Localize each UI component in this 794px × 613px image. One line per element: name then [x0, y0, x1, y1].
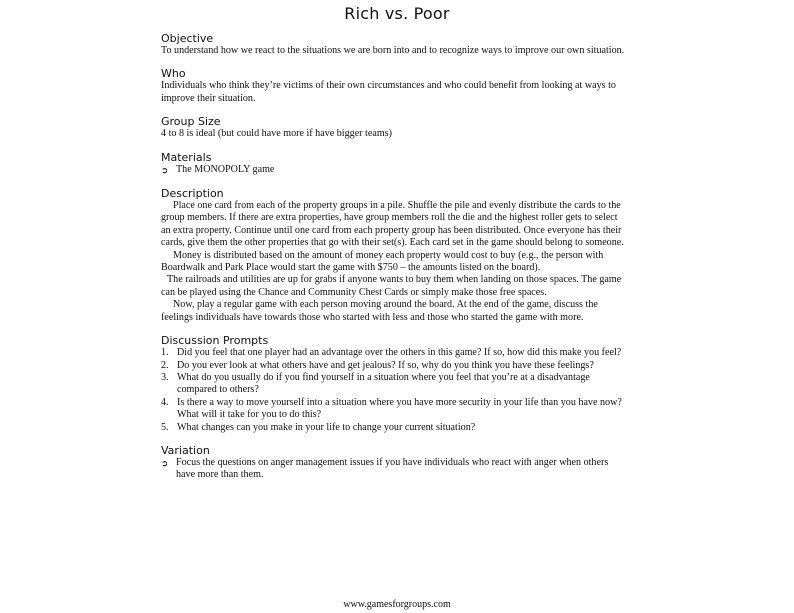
variation-heading: Variation — [161, 443, 210, 457]
group-size-heading: Group Size — [161, 115, 221, 129]
discussion-heading: Discussion Prompts — [161, 334, 269, 348]
list-item-text: What do you usually do if you find yourself in a situation where you feel that you’re at a disadvantage compared to others? — [177, 371, 590, 396]
who-text: Individuals who think they’re victims of their own circumstances and who could benefit from looking at ways to improve their situation. — [161, 80, 616, 104]
list-item-number: 5. — [161, 421, 169, 433]
description-heading: Description — [161, 187, 224, 201]
group-size-section — [161, 116, 626, 140]
arrow-bullet-icon: ➲ — [161, 165, 169, 176]
materials-section — [161, 152, 626, 177]
who-heading: Who — [161, 67, 186, 81]
description-paragraph: Place one card from each of the property groups in a pile. Shuffle the pile and evenly distribute the cards to the group members. If there are extra properties, have group members roll the die and the highest roller gets to select an extra property. Continue until one card from each property group has been distributed. Once everyone has their cards, give them the other properties that go with their set(s). Each card set in the game should belong to someone. — [161, 200, 624, 249]
who-section — [161, 68, 626, 105]
document-body — [161, 33, 626, 493]
objective-section — [161, 33, 626, 57]
list-item-number: 1. — [161, 347, 169, 359]
description-paragraph: Money is distributed based on the amount of money each property would cost to buy (e.g., the person with Boardwalk and Park Place would start the game with $750 – the amounts listed on the board). — [161, 249, 604, 274]
materials-item — [161, 164, 626, 177]
discussion-section — [161, 335, 626, 434]
discussion-list — [161, 347, 626, 434]
list-item-number: 2. — [161, 359, 169, 371]
variation-section — [161, 445, 626, 482]
list-item-text: Do you ever look at what others have and get jealous? If so, why do you think you have these feelings? — [177, 359, 594, 371]
variation-item-text: Focus the questions on anger management issues if you have individuals who react with anger when others have more than them. — [176, 456, 609, 481]
list-item — [161, 372, 626, 397]
variation-item — [161, 457, 626, 482]
footer-url: www.gamesforgroups.com — [343, 599, 451, 610]
list-item-text: Is there a way to move yourself into a situation where you have more security in your life than you have now? What will it take for you to do this? — [177, 396, 622, 421]
objective-text: To understand how we react to the situations we are born into and to recognize ways to improve our own situation. — [161, 45, 625, 56]
list-item-number: 3. — [161, 371, 169, 383]
description-section — [161, 188, 626, 324]
list-item — [161, 347, 626, 359]
materials-item-text: The MONOPOLY game — [176, 163, 275, 175]
list-item — [161, 422, 626, 434]
list-item — [161, 397, 626, 422]
list-item-number: 4. — [161, 396, 169, 408]
description-paragraph: Now, play a regular game with each person moving around the board. At the end of the game, discuss the feelings individuals have towards those who started with less and those who started the game with more. — [161, 299, 598, 323]
list-item-text: What changes can you make in your life to change your current situation? — [177, 421, 476, 433]
materials-heading: Materials — [161, 150, 212, 164]
objective-heading: Objective — [161, 32, 214, 45]
group-size-text: 4 to 8 is ideal (but could have more if have bigger teams) — [161, 128, 392, 140]
list-item — [161, 360, 626, 372]
page-title: Rich vs. Poor — [344, 4, 450, 23]
list-item-text: Did you feel that one player had an advantage over the others in this game? If so, how did this make you feel? — [177, 347, 622, 359]
description-paragraph: The railroads and utilities are up for grabs if anyone wants to buy them when landing on those spaces. The game can be played using the Chance and Community Chest Cards or simply make those free spaces. — [161, 274, 622, 298]
arrow-bullet-icon: ➲ — [161, 458, 169, 469]
